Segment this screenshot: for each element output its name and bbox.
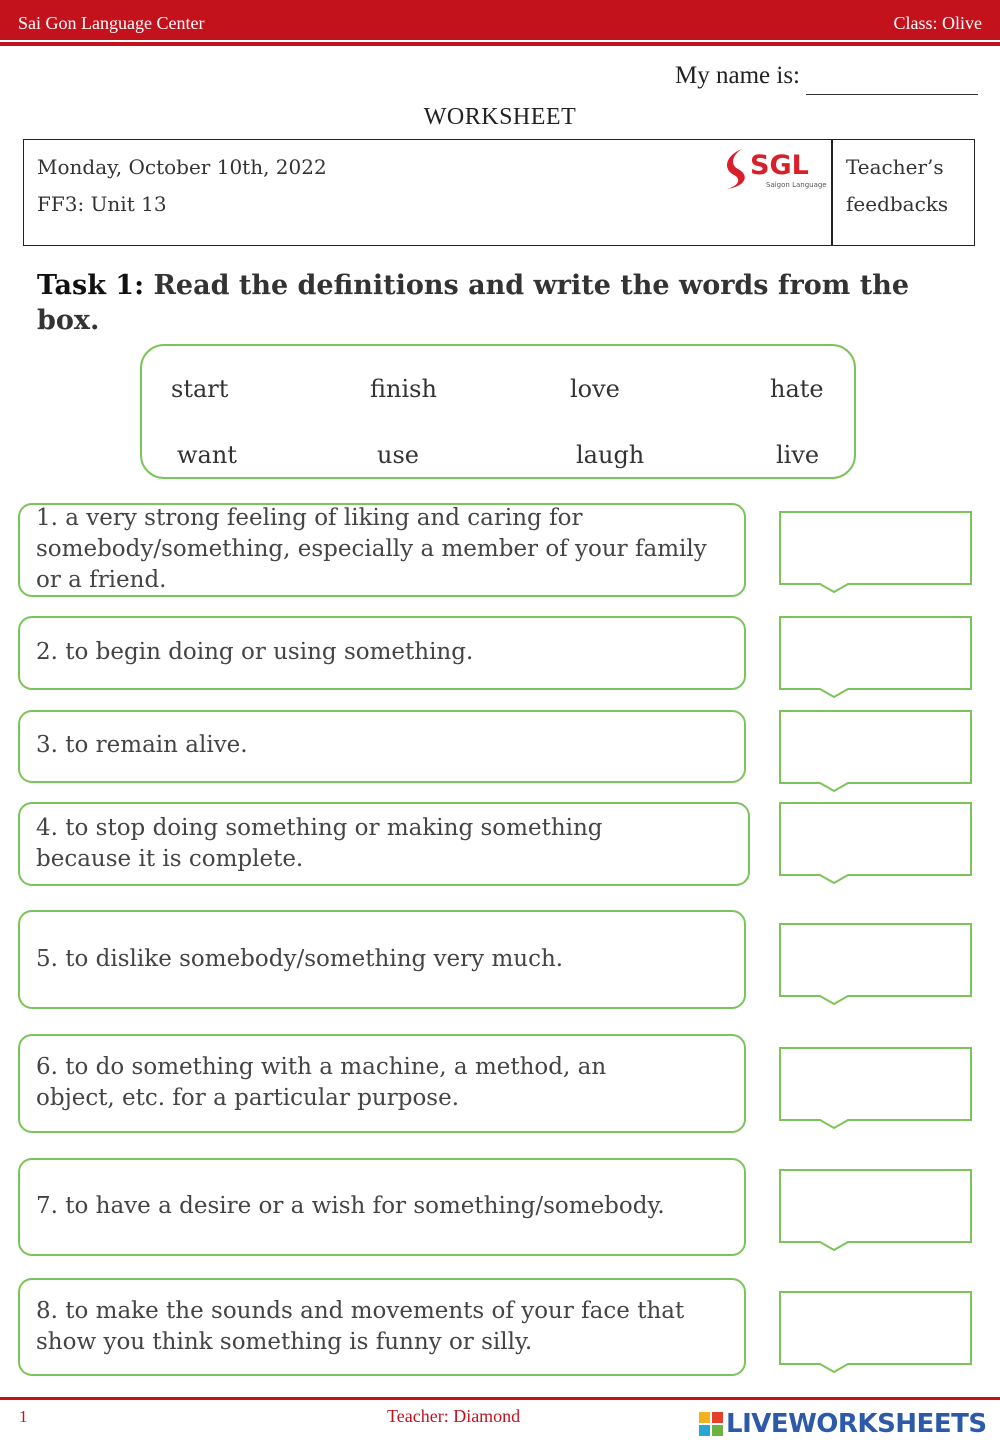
info-table-divider <box>831 139 833 246</box>
word-box-item: live <box>776 441 820 469</box>
liveworksheets-logo[interactable]: LIVEWORKSHEETS <box>726 1409 987 1439</box>
logo-text: SGL <box>750 150 809 181</box>
task-heading <box>37 268 967 338</box>
definition-text-1: 1. a very strong feeling of liking and caring for somebody/something, especially a member of your family or a friend. <box>36 505 707 593</box>
center-name: Sai Gon Language Center <box>18 13 205 33</box>
answer-box-7[interactable] <box>778 1168 974 1254</box>
footer-rule <box>0 1397 1000 1400</box>
teacher-name: Teacher: Diamond <box>387 1406 521 1426</box>
header-bar <box>0 0 1000 40</box>
sgl-logo <box>720 145 828 191</box>
lesson-date: Monday, October 10th, 2022 <box>37 155 327 179</box>
answer-box-6[interactable] <box>778 1046 974 1132</box>
class-name: Class: Olive <box>893 13 982 33</box>
name-blank-line[interactable] <box>806 94 978 95</box>
teacher-feedback-label: Teacher’s <box>846 155 944 179</box>
answer-box-5[interactable] <box>778 922 974 1008</box>
definition-text-6: 6. to do something with a machine, a method, an object, etc. for a particular purpose. <box>36 1054 607 1111</box>
word-box-item: hate <box>770 375 824 403</box>
task-instruction: Read the definitions and write the words from the box. <box>37 270 910 336</box>
word-box-item: use <box>377 441 419 469</box>
logo-subtext: Saigon Language <box>766 181 827 189</box>
name-label: My name is: <box>675 62 800 89</box>
answer-box-3[interactable] <box>778 709 974 795</box>
word-box-item: laugh <box>576 441 645 469</box>
word-box-item: love <box>570 375 620 403</box>
word-box-item: finish <box>370 375 437 403</box>
worksheet-title: WORKSHEET <box>423 104 577 130</box>
word-box <box>140 344 856 479</box>
definition-text-3: 3. to remain alive. <box>36 732 248 758</box>
page-number: 1 <box>19 1407 28 1426</box>
definition-text-2: 2. to begin doing or using something. <box>36 639 474 665</box>
liveworksheets-icon <box>698 1411 724 1437</box>
lesson-unit: FF3: Unit 13 <box>37 192 167 216</box>
definition-text-8: 8. to make the sounds and movements of your face that show you think something is funny or silly. <box>36 1298 685 1355</box>
definition-text-4: 4. to stop doing something or making something because it is complete. <box>36 815 603 872</box>
definition-text-5: 5. to dislike somebody/something very much. <box>36 946 564 972</box>
answer-box-4[interactable] <box>778 801 974 887</box>
word-box-item: want <box>177 441 237 469</box>
definition-text-7: 7. to have a desire or a wish for something/somebody. <box>36 1193 665 1219</box>
header-rule <box>0 42 1000 46</box>
task-label: Task 1: <box>37 270 145 301</box>
answer-box-1[interactable] <box>778 510 974 594</box>
answer-box-2[interactable] <box>778 615 974 701</box>
teacher-feedback-label-2: feedbacks <box>846 192 949 216</box>
answer-box-8[interactable] <box>778 1290 974 1376</box>
word-box-item: start <box>171 375 229 403</box>
